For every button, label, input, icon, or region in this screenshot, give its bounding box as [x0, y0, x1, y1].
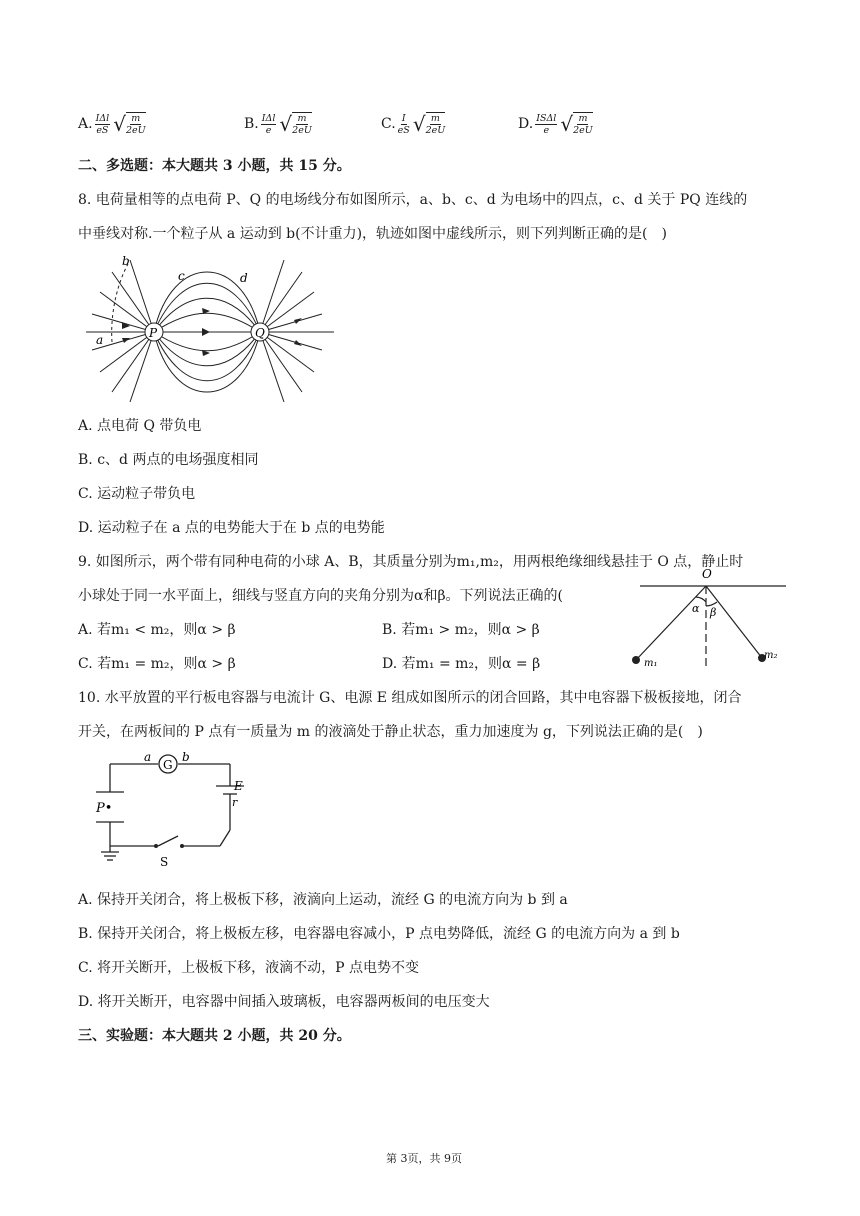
- point-label-a: a: [96, 333, 104, 347]
- option-d: D. 若m₁ = m₂，则α = β: [382, 656, 541, 672]
- q7-option-b: B. $\frac{\text{IΔl}}{e}$ √ $\frac{m}{2eU}$: [244, 112, 312, 136]
- q7-option-d: D. $\frac{\text{ISΔl}}{e}$ √ $\frac{m}{2eU}$: [518, 112, 593, 136]
- mass-label-m1: m₁: [644, 658, 658, 669]
- charge-label-q: Q: [255, 326, 265, 340]
- option-c: C. 运动粒子带负电: [78, 486, 196, 502]
- option-a: A. 若m₁ < m₂，则α > β: [78, 622, 236, 638]
- fraction: $\frac{\text{ISΔl}}{e}$: [536, 112, 557, 136]
- q7-option-a: [78, 112, 146, 136]
- fraction: $\frac{\text{IΔl}}{eS}$: [95, 112, 110, 136]
- mass-label-m2: m₂: [764, 650, 778, 661]
- option-b: B. 保持开关闭合，将上极板左移，电容器电容减小，P 点电势降低，流经 G 的电流方向为 a 到 b: [78, 926, 680, 942]
- option-d: D. 将开关断开，电容器中间插入玻璃板，电容器两板间的电压变大: [78, 994, 490, 1010]
- question-text: 10. 水平放置的平行板电容器与电流计 G、电源 E 组成如图所示的闭合回路，其中电容器下极板接地，闭合: [78, 690, 742, 706]
- switch-label-s: S: [160, 855, 169, 869]
- fraction: $\frac{\text{IΔl}}{e}$: [261, 112, 276, 136]
- question-text: 8. 电荷量相等的点电荷 P、Q 的电场线分布如图所示，a、b、c、d 为电场中的四点，c、d 关于 PQ 连线的: [78, 192, 748, 208]
- electric-field-figure: [82, 252, 342, 402]
- point-label-a: a: [144, 750, 152, 764]
- fraction: $\frac{I}{eS}$: [397, 112, 410, 136]
- resistance-label-r: r: [232, 796, 238, 809]
- option-c: C. 将开关断开，上极板下移，液滴不动，P 点电势不变: [78, 960, 419, 976]
- square-root: √ $\frac{m}{2eU}$: [412, 112, 446, 136]
- galvanometer-label: G: [163, 758, 173, 772]
- angle-label-beta: β: [710, 606, 717, 619]
- question-text: 开关，在两板间的 P 点有一质量为 m 的液滴处于静止状态，重力加速度为 g，下列说法正确的是( ): [78, 724, 703, 740]
- pendulum-figure: [624, 562, 794, 674]
- section-heading: 三、实验题：本大题共 2 小题，共 20 分。: [78, 1028, 351, 1044]
- square-root: √ $\frac{m}{2eU}$: [113, 112, 146, 136]
- point-label-p: P•: [96, 801, 113, 816]
- page-footer: 第 3页，共 9页: [386, 1152, 462, 1165]
- point-label-c: c: [178, 269, 185, 283]
- option-b: B. c、d 两点的电场强度相同: [78, 452, 259, 468]
- source-label-e: E: [234, 779, 243, 793]
- option-d: D. 运动粒子在 a 点的电势能大于在 b 点的电势能: [78, 520, 385, 536]
- q7-option-c: C. $\frac{I}{eS}$ √ $\frac{m}{2eU}$: [381, 112, 446, 136]
- option-a: A. 保持开关闭合，将上极板下移，液滴向上运动，流经 G 的电流方向为 b 到 a: [78, 892, 568, 908]
- question-text: 小球处于同一水平面上，细线与竖直方向的夹角分别为α和β。下列说法正确的(: [78, 588, 564, 604]
- angle-label-alpha: α: [692, 602, 700, 615]
- point-label-d: d: [240, 271, 248, 285]
- point-label-b: b: [122, 254, 130, 268]
- option-label: A.: [78, 116, 93, 132]
- point-label-b: b: [182, 750, 190, 764]
- option-b: B. 若m₁ > m₂，则α > β: [382, 622, 540, 638]
- square-root: √ $\frac{m}{2eU}$: [560, 112, 593, 136]
- charge-label-p: P: [149, 326, 158, 340]
- question-text: 9. 如图所示，两个带有同种电荷的小球 A、B，其质量分别为m₁,m₂，用两根绝缘细线悬挂于 O 点，静止时: [78, 554, 744, 570]
- question-text: 中垂线对称.一个粒子从 a 运动到 b(不计重力)，轨迹如图中虚线所示，则下列判断正确的是( ): [78, 226, 667, 242]
- point-label-o: O: [702, 567, 712, 581]
- section-heading: 二、多选题：本大题共 3 小题，共 15 分。: [78, 158, 351, 174]
- option-c: C. 若m₁ = m₂，则α > β: [78, 656, 236, 672]
- option-a: A. 点电荷 Q 带负电: [78, 418, 202, 434]
- square-root: √ $\frac{m}{2eU}$: [279, 112, 312, 136]
- circuit-figure: [92, 750, 252, 872]
